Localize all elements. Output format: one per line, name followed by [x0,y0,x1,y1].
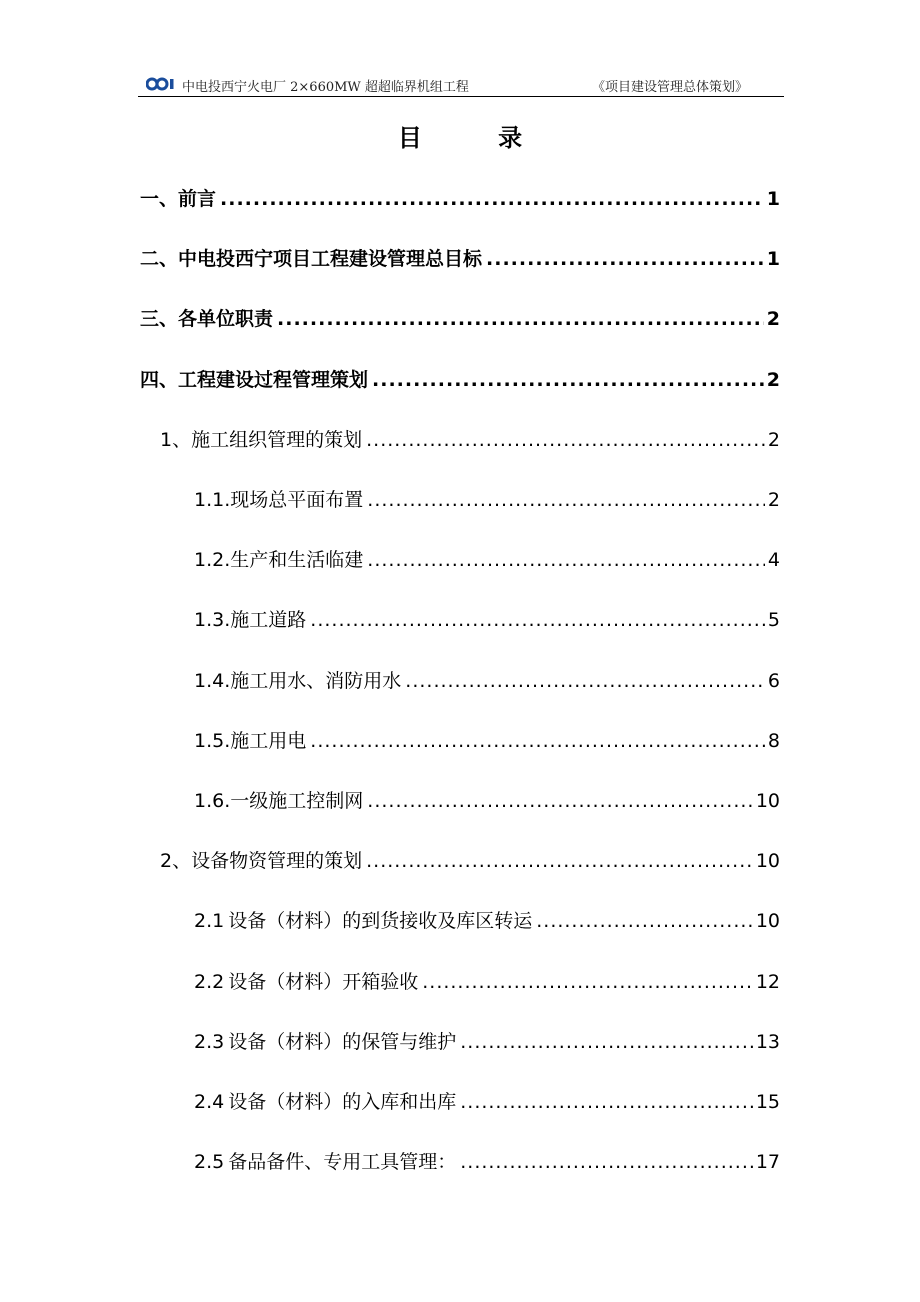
toc-entry[interactable] [140,184,780,210]
toc-entry-number: 1.3. [194,609,231,632]
toc-entry-label: 工程建设过程管理策划 [178,368,369,391]
toc-entry-number: 2.1 [194,910,225,933]
toc-entry-label: 设备（材料）的保管与维护 [228,1030,457,1053]
header-document-name: 《项目建设管理总体策划》 [591,80,748,95]
toc-entry[interactable] [160,425,780,451]
toc-leader-dots [367,489,765,511]
toc-entry-page: 10 [755,790,780,812]
toc-entry-number: 1.1. [194,489,231,511]
toc-entry-label: 设备（材料）的入库和出库 [228,1091,457,1113]
toc-entry-page: 13 [755,1030,780,1053]
toc-entry-number: 1.4. [194,669,231,692]
toc-leader-dots [460,1091,753,1113]
toc-entry-page: 8 [767,729,780,752]
toc-entry-page: 15 [755,1091,780,1113]
toc-entry[interactable] [140,244,780,270]
toc-leader-dots [367,790,753,812]
toc-entry-page: 2 [766,368,780,391]
toc-leader-dots [460,1151,753,1173]
toc-entry[interactable] [160,846,780,872]
toc-entry-label: 备品备件、专用工具管理： [228,1151,457,1174]
toc-entry[interactable] [194,666,780,692]
toc-entry-label: 各单位职责 [178,308,274,331]
toc-entry-number: 三、 [140,308,179,331]
toc-leader-dots [367,549,765,571]
toc-entry[interactable] [194,786,780,812]
toc-entry-label: 施工道路 [230,609,307,632]
toc-entry-number: 2.4 [194,1091,225,1113]
toc-leader-dots [486,248,764,270]
toc-entry[interactable] [194,545,780,571]
toc-entry-number: 2.5 [194,1151,225,1174]
page-header [138,74,784,97]
toc-leader-dots [366,850,753,872]
toc-leader-dots [536,910,753,932]
toc-entry[interactable] [194,1087,780,1113]
toc-entry-page: 4 [767,549,780,572]
toc-leader-dots [372,369,764,391]
cpi-logo-icon [146,76,176,92]
toc-entry[interactable] [194,726,780,752]
toc-entry[interactable] [140,365,780,391]
toc-entry-label: 施工用电 [230,729,307,752]
toc-entry[interactable] [194,1027,780,1053]
toc-entry-label: 现场总平面布置 [230,489,364,511]
toc-entry-number: 2.2 [194,970,225,993]
toc-entry-page: 10 [755,910,780,933]
toc-entry[interactable] [194,967,780,993]
toc-entry-label: 一级施工控制网 [230,790,364,812]
toc-entry[interactable] [140,304,780,330]
toc-entry-label: 中电投西宁项目工程建设管理总目标 [178,248,483,271]
toc-entry-page: 17 [755,1151,780,1174]
toc-entry-page: 2 [766,308,780,331]
header-project-name: 中电投西宁火电厂 2×660MW 超超临界机组工程 [182,80,469,95]
toc-leader-dots [460,1031,753,1053]
toc-entry-page: 1 [766,248,780,271]
toc-entry-page: 12 [755,970,780,993]
toc-entry-label: 施工组织管理的策划 [191,428,363,451]
toc-leader-dots [310,609,765,631]
toc-entry-number: 2、 [160,850,192,873]
toc-entry-number: 2.3 [194,1030,225,1053]
toc-entry-page: 6 [767,669,780,692]
toc-entry-page: 10 [755,850,780,873]
toc-entry-number: 二、 [140,248,179,271]
toc-leader-dots [220,188,764,210]
toc-leader-dots [366,429,765,451]
toc-entry-number: 1.5. [194,729,231,752]
toc-entry-page: 2 [767,428,780,451]
toc-entry-number: 1.6. [194,790,231,812]
toc-entry[interactable] [194,485,780,511]
toc-entry-label: 设备物资管理的策划 [191,850,363,873]
toc-title: 目 录 [397,124,557,152]
toc-entry-page: 2 [767,489,780,511]
toc-entry[interactable] [194,906,780,932]
toc-entry-number: 四、 [140,368,179,391]
toc-entry-label: 生产和生活临建 [230,549,364,572]
toc-entry-label: 设备（材料）开箱验收 [228,970,419,993]
toc-entry-page: 1 [766,188,780,210]
toc-entry[interactable] [194,605,780,631]
toc-entry-page: 5 [767,609,780,632]
toc-entry-label: 设备（材料）的到货接收及库区转运 [228,910,533,933]
toc-leader-dots [310,730,765,752]
toc-leader-dots [277,308,764,330]
toc-entry-number: 1.2. [194,549,231,572]
toc-entry-number: 1、 [160,428,192,451]
toc-entry-label: 前言 [178,188,217,210]
toc-entry-label: 施工用水、消防用水 [230,669,402,692]
toc-leader-dots [405,670,765,692]
toc-leader-dots [422,971,753,993]
toc-entry-number: 一、 [140,188,179,210]
toc-entry[interactable] [194,1147,780,1173]
